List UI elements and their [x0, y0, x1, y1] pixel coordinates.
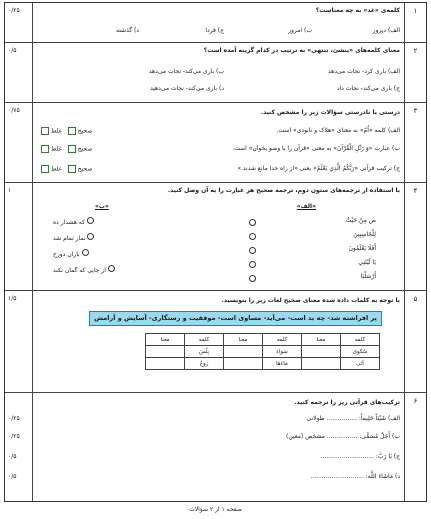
- table-header: معنا: [302, 334, 341, 346]
- question-score: ۱: [8, 187, 12, 194]
- question-prompt: درستی یا نادرستی سؤالات زیر را مشخص کنید.: [260, 109, 400, 116]
- column-a-item: أَفَلَا يَعْلَمُونَ: [348, 245, 376, 252]
- item-score: ۰/۲۵: [8, 433, 20, 440]
- translation-item[interactable]: الف) شَيْئاً حَلِيماً: ................ طولانی: [306, 415, 400, 422]
- match-dot-b[interactable]: [87, 217, 94, 224]
- true-label: صحیح: [77, 127, 93, 135]
- table-header: معنا: [224, 334, 263, 346]
- column-a-item: لِلْحَاسِبِينَ: [353, 231, 376, 238]
- question-number: ۳: [404, 103, 426, 182]
- answer-cell[interactable]: [224, 358, 263, 370]
- question-3: [5, 103, 426, 183]
- option: الف) دیروز: [372, 27, 400, 34]
- true-checkbox[interactable]: [68, 165, 76, 173]
- question-prompt: کلمه‌ی «غد» به چه معناست؟: [315, 7, 400, 14]
- question-score: ۱/۵: [8, 295, 17, 302]
- false-checkbox[interactable]: [41, 145, 49, 153]
- match-dot-a[interactable]: [249, 219, 256, 226]
- table-row: آتَی مَاءَهَا رَوحٌ: [146, 358, 380, 370]
- exam-sheet: [4, 2, 427, 502]
- translation-item[interactable]: د) مَاشَاءَ اللَّه: ............................: [310, 473, 400, 480]
- match-dot-a[interactable]: [249, 261, 256, 268]
- question-number: ۴: [404, 183, 426, 290]
- table-header: کلمه: [185, 334, 224, 346]
- answer-cell[interactable]: [146, 346, 185, 358]
- option: الف) باری کرد- نجات می‌دهد: [328, 68, 400, 75]
- question-score: ۰/۵: [8, 47, 17, 54]
- column-b-item: نماز تمام شد: [53, 233, 94, 243]
- question-prompt: با توجه به کلمات داده شده معنای صحیح لغات زیر را بنویسید.: [221, 297, 400, 304]
- match-dot-a[interactable]: [249, 247, 256, 254]
- match-dot-a[interactable]: [249, 233, 256, 240]
- option: ج) فردا: [205, 27, 224, 34]
- vocab-table: [145, 333, 380, 370]
- column-b-header: «ب»: [95, 203, 109, 210]
- option: ب) امروز: [288, 27, 312, 34]
- question-number: ۱: [404, 3, 426, 42]
- question-prompt: معنای کلمه‌های «ینشئ، تنتهی» به ترتیب در کدام گزینه آمده است؟: [203, 47, 400, 54]
- false-checkbox[interactable]: [41, 127, 49, 135]
- question-number: ۶: [404, 393, 426, 501]
- column-b-item: که هشدار ده: [53, 217, 94, 227]
- true-checkbox[interactable]: [68, 145, 76, 153]
- option: ج) باری می‌کند- نجات داد: [336, 85, 400, 92]
- question-6: [5, 393, 426, 501]
- question-number: ۵: [404, 291, 426, 392]
- column-a-item: ص مِنْ حَيْثُ: [345, 217, 376, 224]
- false-label: غلط: [51, 127, 62, 135]
- answer-cell[interactable]: [302, 358, 341, 370]
- word-bank: پر افراشته شد- چه بد است- می‌آید- مساوی است- موفقیت و رستگاری- آسایش و آرامش: [89, 311, 382, 326]
- translation-item[interactable]: ب) أَجَلٌ مُسَمًّى: ................ مشخص (معین): [286, 433, 400, 440]
- question-5: [5, 291, 426, 393]
- column-a-item: أَرْسَلْنَا: [360, 273, 376, 280]
- page-footer: صفحه ۱ از ۲ سؤالات: [189, 506, 242, 513]
- column-b-item: باران دوزخ: [53, 249, 89, 259]
- translation-item[interactable]: ج) يَا رَبَّ: ............................: [320, 453, 400, 460]
- statement: ب) عبارت «وَ رَتِّلِ الْقُرْآنَ» به معنی «قرآن را با وضو بخوان» است.: [232, 145, 400, 152]
- table-header: کلمه: [341, 334, 380, 346]
- statement: ج) ترکیب قرآنی «رَبُّكُمُ الَّذِي يَعْلَمُ» یعنی «از راه خدا مانع شدند.»: [237, 165, 400, 172]
- table-row: سُکوی سَواء بِئْسَ: [146, 346, 380, 358]
- table-header: کلمه: [263, 334, 302, 346]
- option: ب) باری می‌کند- نجات می‌دهد: [148, 68, 224, 75]
- question-score: ۰/۷۵: [8, 107, 20, 114]
- question-1: [5, 3, 426, 43]
- item-score: ۰/۲۵: [8, 415, 20, 422]
- item-score: ۰/۵: [8, 473, 17, 480]
- question-2: [5, 43, 426, 103]
- table-header: معنا: [146, 334, 185, 346]
- match-dot-a[interactable]: [249, 275, 256, 282]
- answer-cell[interactable]: [302, 346, 341, 358]
- false-checkbox[interactable]: [41, 165, 49, 173]
- false-label: غلط: [51, 145, 62, 153]
- true-checkbox[interactable]: [68, 127, 76, 135]
- true-label: صحیح: [77, 145, 93, 153]
- item-score: ۰/۵: [8, 453, 17, 460]
- match-dot-b[interactable]: [82, 249, 89, 256]
- statement: الف) کلمه «اُمّ» به معنای «هلاک و نابودی» است.: [276, 127, 400, 134]
- question-prompt: ترکیب‌های قرآنی زیر را ترجمه کنید.: [294, 399, 400, 406]
- option: د) باری می‌کند- نجات می‌دهید: [150, 85, 224, 92]
- answer-cell[interactable]: [146, 358, 185, 370]
- answer-cell[interactable]: [224, 346, 263, 358]
- column-a-item: يَا لَيْتَنِي: [358, 259, 376, 266]
- question-prompt: با استفاده از ترجمه‌های ستون دوم، ترجمه صحیح هر عبارت را به آن وصل کنید.: [167, 187, 400, 194]
- column-b-item: از جایی که گمان نکند: [53, 265, 115, 275]
- option: د) گذشته: [116, 27, 139, 34]
- question-score: ۰/۲۵: [8, 7, 20, 14]
- match-dot-b[interactable]: [108, 265, 115, 272]
- question-4: [5, 183, 426, 291]
- question-number: ۲: [404, 43, 426, 102]
- true-label: صحیح: [77, 165, 93, 173]
- false-label: غلط: [51, 165, 62, 173]
- match-dot-b[interactable]: [87, 233, 94, 240]
- column-a-header: «الف»: [296, 203, 316, 210]
